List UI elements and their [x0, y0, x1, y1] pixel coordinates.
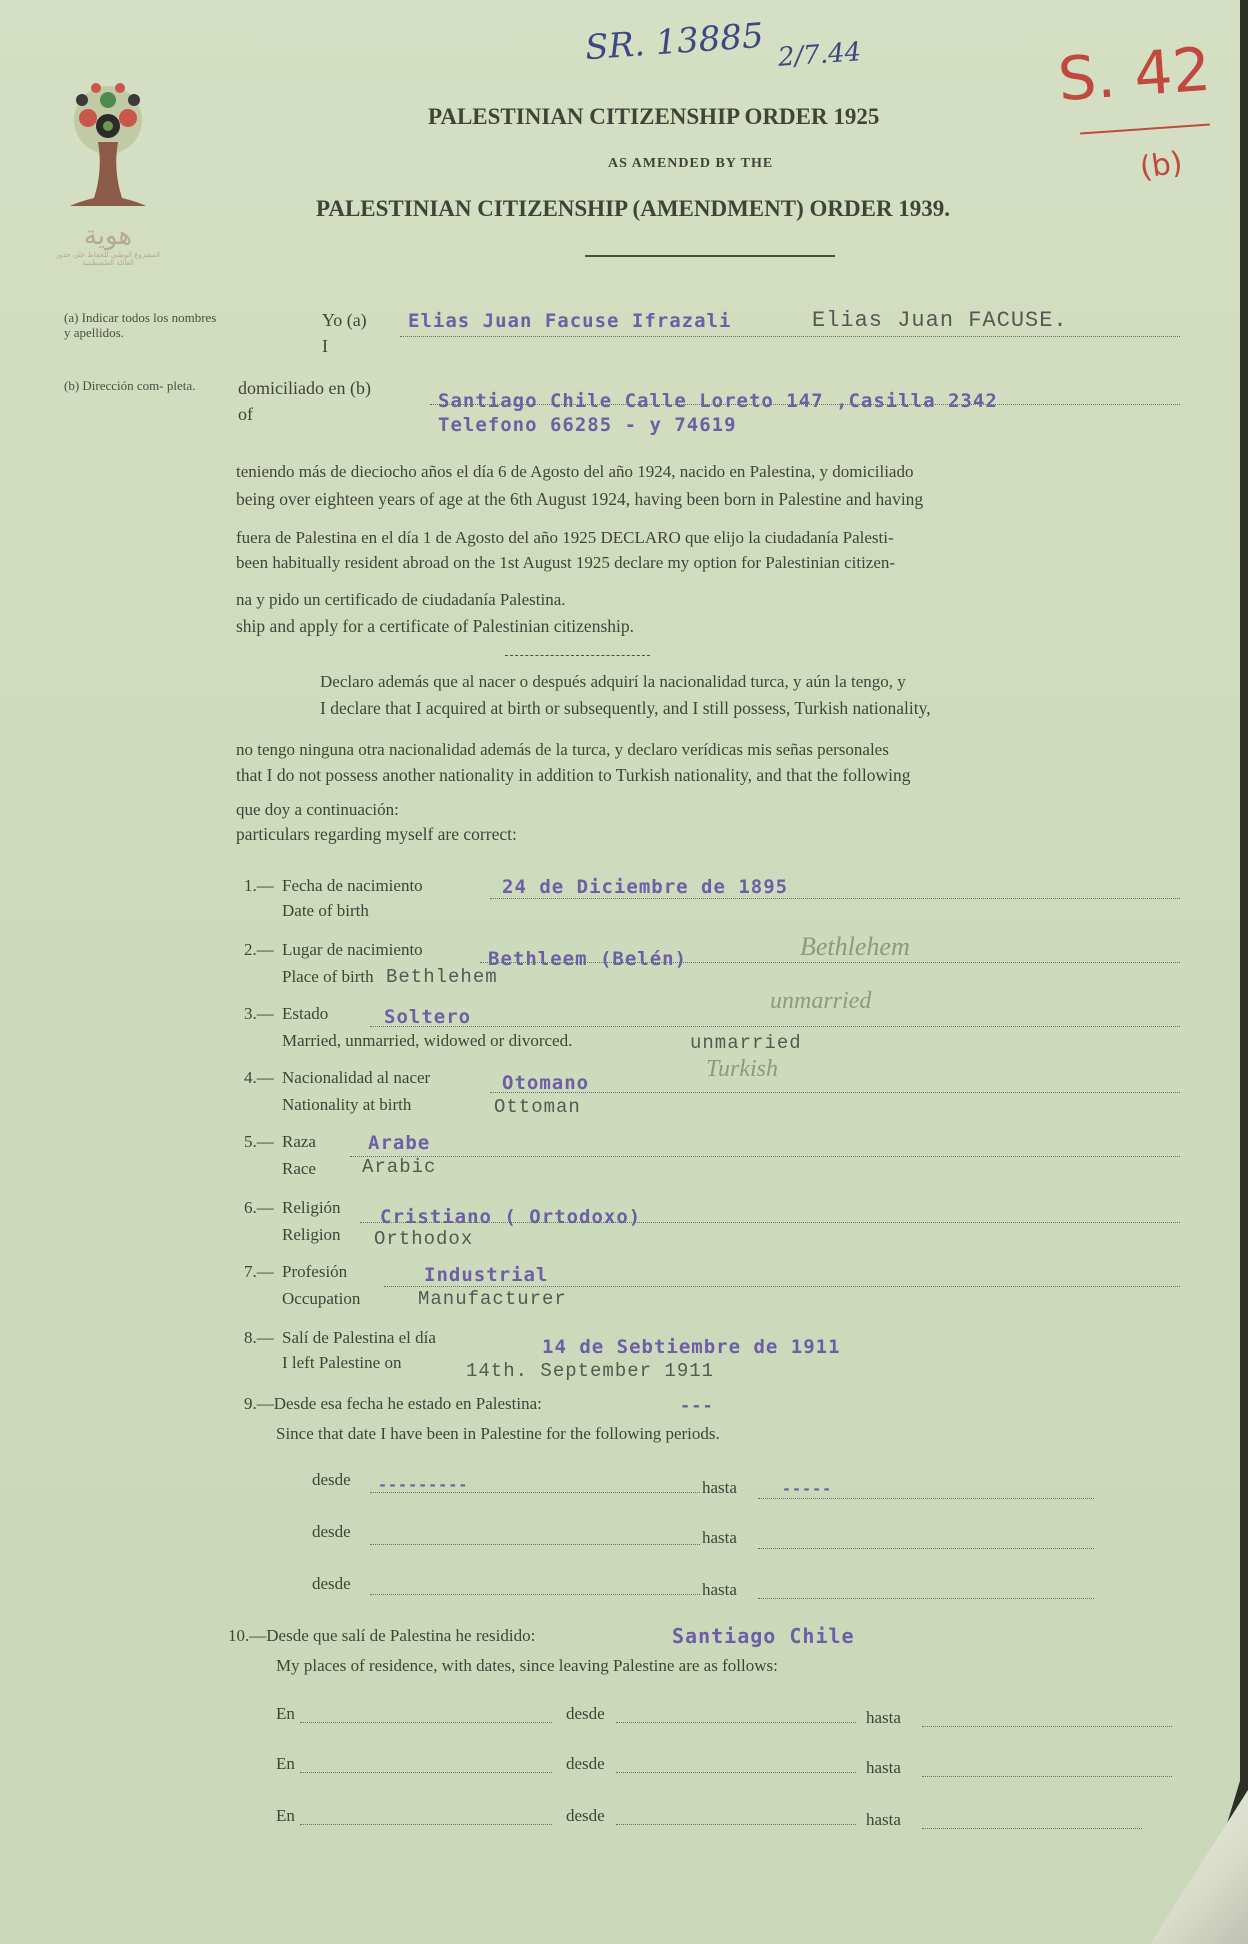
item8-label-en: I left Palestine on	[282, 1353, 402, 1372]
side-note-b: (b) Dirección com- pleta.	[64, 378, 196, 393]
item1-line	[490, 898, 1180, 899]
declarant-line	[400, 336, 1180, 337]
item3-typed: unmarried	[690, 1032, 802, 1054]
period1-desde-stamp: ---------	[378, 1476, 469, 1494]
item6-line	[360, 1222, 1180, 1223]
item4-hand: Turkish	[706, 1056, 779, 1082]
residence1-hasta-line	[922, 1726, 1172, 1727]
doc-amendment: PALESTINIAN CITIZENSHIP (AMENDMENT) ORDER 1939.	[316, 196, 951, 221]
item2-label-en: Place of birth	[282, 967, 374, 986]
period1-desde-label: desde	[312, 1470, 351, 1489]
body-p1-es: teniendo más de dieciocho años el día 6 de Agosto del año 1924, nacido en Palestina, y domiciliado	[236, 462, 914, 481]
item3-label-es: Estado	[282, 1004, 329, 1023]
residence1-hasta-label: hasta	[866, 1708, 901, 1727]
item5-typed: Arabic	[362, 1156, 437, 1178]
period1-hasta-stamp: -----	[782, 1480, 833, 1498]
item1-number: 1.—	[244, 876, 274, 895]
item10-stamp: Santiago Chile	[672, 1624, 855, 1648]
item3-label-en: Married, unmarried, widowed or divorced.	[282, 1031, 573, 1050]
body-p3-en: ship and apply for a certificate of Palestinian citizenship.	[236, 616, 634, 636]
logo	[48, 70, 168, 290]
declarant-stamped: Elias Juan Facuse Ifrazali	[408, 310, 732, 332]
body-p2-es: fuera de Palestina en el día 1 de Agosto del año 1925 DECLARO que elijo la ciudadanía Palesti-	[236, 528, 894, 547]
item8-stamped: 14 de Sebtiembre de 1911	[542, 1336, 841, 1358]
body-p5-es: no tengo ninguna otra nacionalidad además de la turca, y declaro verídicas mis señas personales	[236, 740, 889, 759]
body-p3-es: na y pido un certificado de ciudadanía Palestina.	[236, 590, 566, 609]
item8-label-es: Salí de Palestina el día	[282, 1328, 436, 1347]
body-p5-en: that I do not possess another nationality in addition to Turkish nationality, and that the following	[236, 765, 911, 785]
residence3-hasta-line	[922, 1828, 1142, 1829]
item5-label-en: Race	[282, 1159, 316, 1178]
item5-number: 5.—	[244, 1132, 274, 1151]
title-divider	[585, 255, 835, 257]
item6-stamped: Cristiano ( Ortodoxo)	[380, 1206, 642, 1228]
residence3-hasta-label: hasta	[866, 1810, 901, 1829]
residence2-en-label: En	[276, 1754, 295, 1773]
logo-subtitle: المشروع الوطني للحفاظ على جذور العائلة الفلسطينية	[55, 251, 161, 267]
item4-line	[490, 1092, 1180, 1093]
declarant-label-es: Yo (a)	[322, 310, 367, 330]
item2-stamped: Bethleem (Belén)	[488, 948, 688, 970]
item7-typed: Manufacturer	[418, 1288, 567, 1310]
item1-label-es: Fecha de nacimiento	[282, 876, 423, 895]
period3-hasta-line	[758, 1598, 1094, 1599]
residence2-en-line	[300, 1772, 552, 1773]
period2-hasta-line	[758, 1548, 1094, 1549]
item6-number: 6.—	[244, 1198, 274, 1217]
item9-stamp: ---	[680, 1396, 714, 1416]
item8-number: 8.—	[244, 1328, 274, 1347]
item2-number: 2.—	[244, 940, 274, 959]
declarant-typed: Elias Juan FACUSE.	[812, 308, 1068, 333]
declarant-label-en: I	[322, 336, 328, 356]
item5-stamped: Arabe	[368, 1132, 431, 1154]
residence1-desde-line	[616, 1722, 856, 1723]
period3-desde-line	[370, 1594, 700, 1595]
body-divider	[505, 655, 650, 656]
address-line2: Telefono 66285 - y 74619	[438, 414, 737, 436]
item7-number: 7.—	[244, 1262, 274, 1281]
item5-line	[350, 1156, 1180, 1157]
body-p2-en: been habitually resident abroad on the 1st August 1925 declare my option for Palestinian citizen-	[236, 553, 896, 572]
item1-label-en: Date of birth	[282, 901, 369, 920]
residence2-desde-label: desde	[566, 1754, 605, 1773]
body-p4-en: I declare that I acquired at birth or subsequently, and I still possess, Turkish nationality,	[320, 698, 931, 718]
item7-label-en: Occupation	[282, 1289, 361, 1308]
period1-hasta-label: hasta	[702, 1478, 737, 1497]
item3-number: 3.—	[244, 1004, 274, 1023]
period1-hasta-line	[758, 1498, 1094, 1499]
item8-typed: 14th. September 1911	[466, 1360, 715, 1382]
file-date: 2/7.44	[777, 37, 863, 73]
item7-stamped: Industrial	[424, 1264, 549, 1286]
residence3-desde-line	[616, 1824, 856, 1825]
item6-label-es: Religión	[282, 1198, 341, 1217]
residence3-desde-label: desde	[566, 1806, 605, 1825]
period2-desde-line	[370, 1544, 700, 1545]
doc-title: PALESTINIAN CITIZENSHIP ORDER 1925	[428, 104, 880, 129]
address-line	[430, 404, 1180, 405]
item4-typed: Ottoman	[494, 1096, 581, 1118]
item2-hand: Bethlehem	[800, 932, 910, 961]
item2-typed: Bethlehem	[386, 966, 498, 988]
item2-label-es: Lugar de nacimiento	[282, 940, 423, 959]
item7-line	[384, 1286, 1180, 1287]
residence1-en-label: En	[276, 1704, 295, 1723]
tree-logo-icon	[48, 70, 168, 220]
item6-typed: Orthodox	[374, 1228, 474, 1250]
address-line1: Santiago Chile Calle Loreto 147 ,Casilla 2342	[438, 390, 998, 412]
item4-label-en: Nationality at birth	[282, 1095, 412, 1114]
logo-name: هوية	[83, 221, 133, 251]
item7-label-es: Profesión	[282, 1262, 348, 1281]
period3-hasta-label: hasta	[702, 1580, 737, 1599]
body-p4-es: Declaro además que al nacer o después adquirí la nacionalidad turca, y aún la tengo, y	[320, 672, 906, 691]
body-p1-en: being over eighteen years of age at the 6th August 1924, having been born in Palestine and having	[236, 489, 924, 509]
residence3-en-line	[300, 1824, 552, 1825]
item5-label-es: Raza	[282, 1132, 316, 1151]
residence2-hasta-label: hasta	[866, 1758, 901, 1777]
period3-desde-label: desde	[312, 1574, 351, 1593]
item9-label-es: 9.—Desde esa fecha he estado en Palestina:	[244, 1394, 542, 1413]
period2-hasta-label: hasta	[702, 1528, 737, 1547]
body-p6-en: particulars regarding myself are correct:	[236, 824, 517, 844]
file-reference: SR. 13885	[583, 15, 765, 69]
residence2-desde-line	[616, 1772, 856, 1773]
residence1-en-line	[300, 1722, 552, 1723]
item9-label-en: Since that date I have been in Palestine for the following periods.	[276, 1424, 720, 1443]
item3-hand: unmarried	[770, 988, 872, 1014]
period2-desde-label: desde	[312, 1522, 351, 1541]
item4-stamped: Otomano	[502, 1072, 590, 1094]
item10-label-en: My places of residence, with dates, since leaving Palestine are as follows:	[276, 1656, 778, 1675]
address-label-en: of	[238, 404, 253, 424]
item3-line	[370, 1026, 1180, 1027]
period1-desde-line	[370, 1492, 700, 1493]
item6-label-en: Religion	[282, 1225, 341, 1244]
sheet-number: S. 42	[1055, 34, 1213, 116]
sheet-sub: (b)	[1137, 145, 1185, 186]
residence1-desde-label: desde	[566, 1704, 605, 1723]
item4-number: 4.—	[244, 1068, 274, 1087]
item1-stamped: 24 de Diciembre de 1895	[502, 876, 789, 898]
item4-label-es: Nacionalidad al nacer	[282, 1068, 431, 1087]
item2-line	[480, 962, 1180, 963]
address-label-es: domiciliado en (b)	[238, 378, 371, 398]
residence2-hasta-line	[922, 1776, 1172, 1777]
item10-label-es: 10.—Desde que salí de Palestina he residido:	[228, 1626, 536, 1645]
doc-subtitle: AS AMENDED BY THE	[608, 156, 774, 171]
item3-stamped: Soltero	[384, 1006, 472, 1028]
residence3-en-label: En	[276, 1806, 295, 1825]
side-note-a: (a) Indicar todos los nombres y apellidos.	[64, 310, 217, 340]
body-p6-es: que doy a continuación:	[236, 800, 399, 819]
